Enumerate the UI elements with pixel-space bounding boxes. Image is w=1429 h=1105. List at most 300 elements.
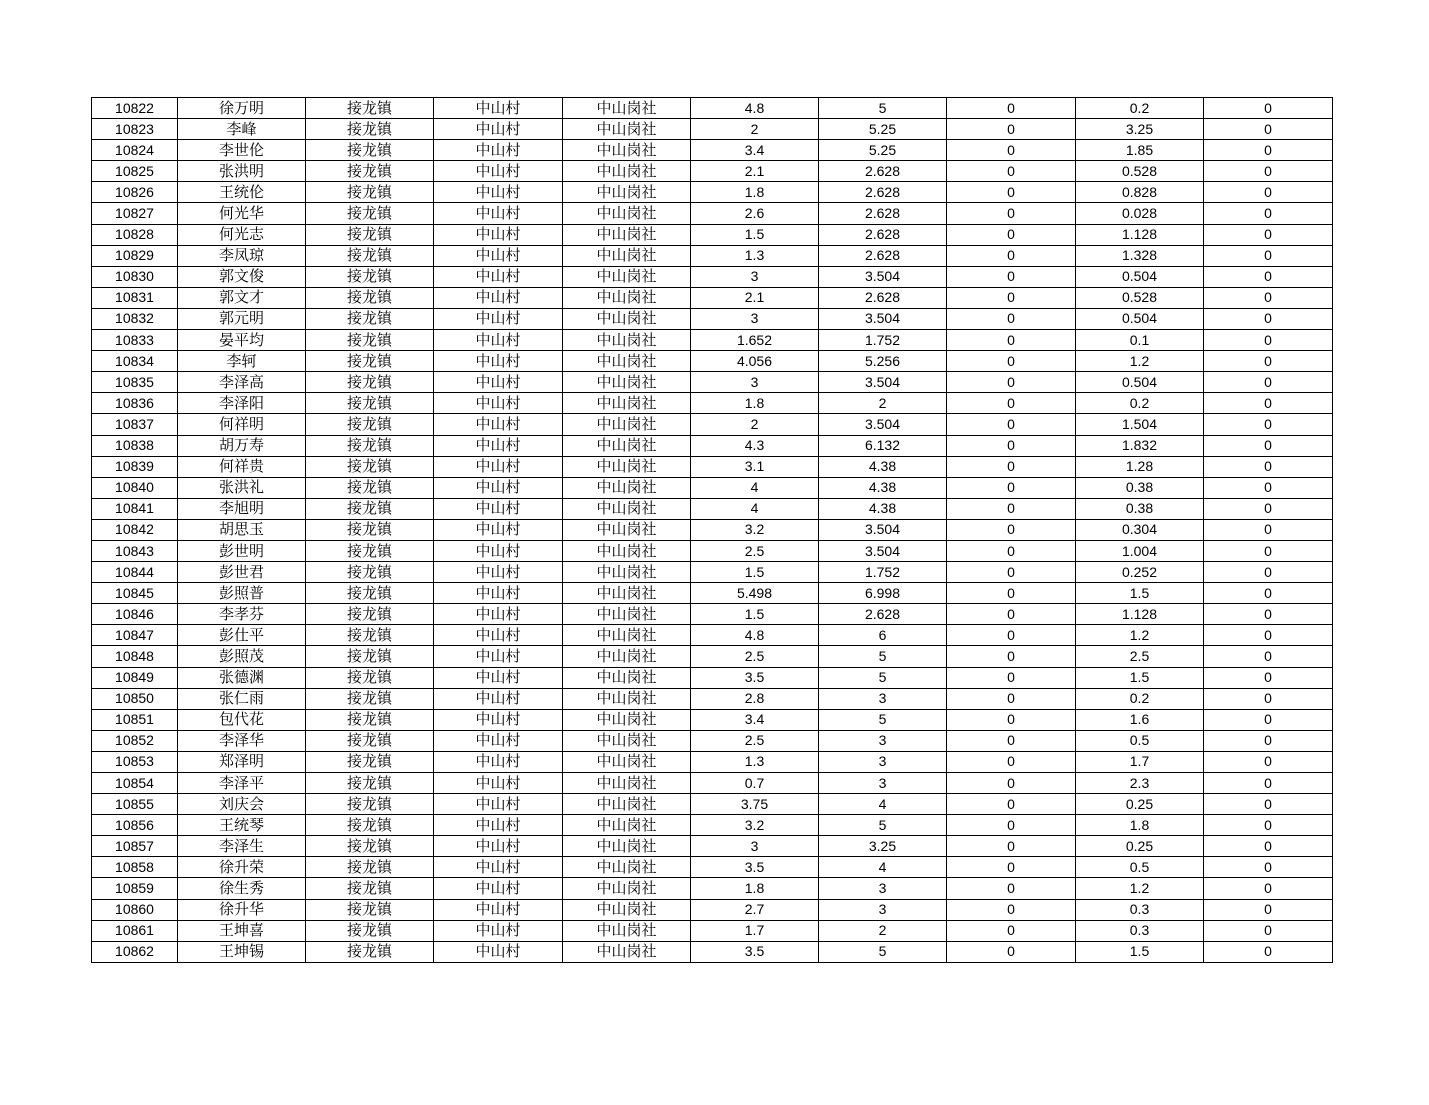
table-row — [92, 941, 1333, 962]
village-cell: 中山村 — [434, 140, 563, 161]
id-cell: 10823 — [92, 119, 178, 140]
table-row — [92, 667, 1333, 688]
id-cell: 10836 — [92, 393, 178, 414]
value-d-cell: 0.3 — [1076, 899, 1204, 920]
value-c-cell: 0 — [947, 245, 1076, 266]
value-c-cell: 0 — [947, 836, 1076, 857]
value-d-cell: 0.528 — [1076, 287, 1204, 308]
value-b-cell: 3.504 — [819, 372, 947, 393]
value-d-cell: 1.8 — [1076, 815, 1204, 836]
village-cell: 中山村 — [434, 920, 563, 941]
value-b-cell: 5 — [819, 941, 947, 962]
value-a-cell: 4.8 — [691, 98, 819, 119]
table-row — [92, 688, 1333, 709]
id-cell: 10829 — [92, 245, 178, 266]
id-cell: 10824 — [92, 140, 178, 161]
value-e-cell: 0 — [1204, 435, 1333, 456]
town-cell: 接龙镇 — [306, 393, 434, 414]
id-cell: 10837 — [92, 414, 178, 435]
value-a-cell: 2.8 — [691, 688, 819, 709]
value-a-cell: 3.1 — [691, 456, 819, 477]
value-e-cell: 0 — [1204, 119, 1333, 140]
group-cell: 中山岗社 — [563, 140, 691, 161]
value-b-cell: 4.38 — [819, 456, 947, 477]
value-d-cell: 0.2 — [1076, 688, 1204, 709]
value-c-cell: 0 — [947, 604, 1076, 625]
table-row — [92, 519, 1333, 540]
id-cell: 10853 — [92, 751, 178, 772]
group-cell: 中山岗社 — [563, 266, 691, 287]
id-cell: 10841 — [92, 498, 178, 519]
town-cell: 接龙镇 — [306, 815, 434, 836]
value-d-cell: 0.252 — [1076, 562, 1204, 583]
name-cell: 张洪明 — [178, 161, 306, 182]
value-a-cell: 3 — [691, 836, 819, 857]
name-cell: 张洪礼 — [178, 477, 306, 498]
name-cell: 何光志 — [178, 224, 306, 245]
value-b-cell: 5 — [819, 709, 947, 730]
group-cell: 中山岗社 — [563, 562, 691, 583]
value-a-cell: 4 — [691, 477, 819, 498]
table-row — [92, 351, 1333, 372]
value-b-cell: 2 — [819, 920, 947, 941]
table-row — [92, 140, 1333, 161]
town-cell: 接龙镇 — [306, 372, 434, 393]
name-cell: 晏平均 — [178, 330, 306, 351]
town-cell: 接龙镇 — [306, 308, 434, 329]
value-c-cell: 0 — [947, 203, 1076, 224]
value-d-cell: 0.1 — [1076, 330, 1204, 351]
table-row — [92, 477, 1333, 498]
name-cell: 李泽高 — [178, 372, 306, 393]
id-cell: 10860 — [92, 899, 178, 920]
name-cell: 何祥明 — [178, 414, 306, 435]
id-cell: 10856 — [92, 815, 178, 836]
table-row — [92, 604, 1333, 625]
name-cell: 徐万明 — [178, 98, 306, 119]
table-row — [92, 836, 1333, 857]
group-cell: 中山岗社 — [563, 98, 691, 119]
value-b-cell: 3 — [819, 878, 947, 899]
value-a-cell: 3.2 — [691, 815, 819, 836]
name-cell: 王统伦 — [178, 182, 306, 203]
value-a-cell: 5.498 — [691, 583, 819, 604]
village-cell: 中山村 — [434, 667, 563, 688]
id-cell: 10855 — [92, 794, 178, 815]
value-b-cell: 1.752 — [819, 562, 947, 583]
name-cell: 李旭明 — [178, 498, 306, 519]
town-cell: 接龙镇 — [306, 604, 434, 625]
value-d-cell: 0.2 — [1076, 393, 1204, 414]
group-cell: 中山岗社 — [563, 477, 691, 498]
table-row — [92, 224, 1333, 245]
id-cell: 10859 — [92, 878, 178, 899]
village-cell: 中山村 — [434, 435, 563, 456]
village-cell: 中山村 — [434, 98, 563, 119]
table-row — [92, 161, 1333, 182]
value-c-cell: 0 — [947, 119, 1076, 140]
town-cell: 接龙镇 — [306, 287, 434, 308]
table-row — [92, 815, 1333, 836]
value-e-cell: 0 — [1204, 857, 1333, 878]
value-d-cell: 1.004 — [1076, 540, 1204, 561]
table-row — [92, 182, 1333, 203]
town-cell: 接龙镇 — [306, 688, 434, 709]
value-d-cell: 1.128 — [1076, 224, 1204, 245]
value-a-cell: 2.5 — [691, 730, 819, 751]
group-cell: 中山岗社 — [563, 604, 691, 625]
group-cell: 中山岗社 — [563, 308, 691, 329]
value-b-cell: 4 — [819, 857, 947, 878]
id-cell: 10847 — [92, 625, 178, 646]
id-cell: 10840 — [92, 477, 178, 498]
value-e-cell: 0 — [1204, 730, 1333, 751]
group-cell: 中山岗社 — [563, 857, 691, 878]
name-cell: 彭仕平 — [178, 625, 306, 646]
value-d-cell: 0.38 — [1076, 477, 1204, 498]
value-a-cell: 1.8 — [691, 182, 819, 203]
town-cell: 接龙镇 — [306, 182, 434, 203]
village-cell: 中山村 — [434, 519, 563, 540]
value-d-cell: 0.504 — [1076, 372, 1204, 393]
value-b-cell: 6 — [819, 625, 947, 646]
name-cell: 何祥贵 — [178, 456, 306, 477]
value-b-cell: 3.504 — [819, 308, 947, 329]
name-cell: 李泽华 — [178, 730, 306, 751]
group-cell: 中山岗社 — [563, 393, 691, 414]
table-row — [92, 98, 1333, 119]
id-cell: 10843 — [92, 540, 178, 561]
value-c-cell: 0 — [947, 477, 1076, 498]
id-cell: 10831 — [92, 287, 178, 308]
value-e-cell: 0 — [1204, 815, 1333, 836]
value-d-cell: 1.85 — [1076, 140, 1204, 161]
value-c-cell: 0 — [947, 857, 1076, 878]
village-cell: 中山村 — [434, 119, 563, 140]
value-b-cell: 2.628 — [819, 224, 947, 245]
value-c-cell: 0 — [947, 435, 1076, 456]
town-cell: 接龙镇 — [306, 330, 434, 351]
group-cell: 中山岗社 — [563, 245, 691, 266]
town-cell: 接龙镇 — [306, 878, 434, 899]
name-cell: 郭元明 — [178, 308, 306, 329]
group-cell: 中山岗社 — [563, 435, 691, 456]
value-d-cell: 0.5 — [1076, 857, 1204, 878]
value-a-cell: 4.8 — [691, 625, 819, 646]
town-cell: 接龙镇 — [306, 161, 434, 182]
name-cell: 彭世君 — [178, 562, 306, 583]
village-cell: 中山村 — [434, 899, 563, 920]
id-cell: 10822 — [92, 98, 178, 119]
value-e-cell: 0 — [1204, 709, 1333, 730]
table-row — [92, 751, 1333, 772]
spreadsheet-page — [91, 97, 1332, 963]
id-cell: 10830 — [92, 266, 178, 287]
table-row — [92, 456, 1333, 477]
value-b-cell: 6.132 — [819, 435, 947, 456]
value-a-cell: 1.652 — [691, 330, 819, 351]
value-b-cell: 6.998 — [819, 583, 947, 604]
table-row — [92, 562, 1333, 583]
town-cell: 接龙镇 — [306, 119, 434, 140]
value-b-cell: 2.628 — [819, 182, 947, 203]
village-cell: 中山村 — [434, 477, 563, 498]
village-cell: 中山村 — [434, 709, 563, 730]
village-cell: 中山村 — [434, 941, 563, 962]
value-c-cell: 0 — [947, 878, 1076, 899]
value-b-cell: 5 — [819, 98, 947, 119]
town-cell: 接龙镇 — [306, 98, 434, 119]
value-b-cell: 5 — [819, 815, 947, 836]
value-b-cell: 2.628 — [819, 203, 947, 224]
group-cell: 中山岗社 — [563, 646, 691, 667]
value-c-cell: 0 — [947, 519, 1076, 540]
town-cell: 接龙镇 — [306, 709, 434, 730]
town-cell: 接龙镇 — [306, 583, 434, 604]
id-cell: 10833 — [92, 330, 178, 351]
value-c-cell: 0 — [947, 182, 1076, 203]
group-cell: 中山岗社 — [563, 709, 691, 730]
value-c-cell: 0 — [947, 625, 1076, 646]
table-row — [92, 266, 1333, 287]
value-e-cell: 0 — [1204, 751, 1333, 772]
id-cell: 10851 — [92, 709, 178, 730]
id-cell: 10825 — [92, 161, 178, 182]
town-cell: 接龙镇 — [306, 266, 434, 287]
group-cell: 中山岗社 — [563, 456, 691, 477]
value-c-cell: 0 — [947, 773, 1076, 794]
value-a-cell: 2 — [691, 414, 819, 435]
id-cell: 10832 — [92, 308, 178, 329]
group-cell: 中山岗社 — [563, 730, 691, 751]
value-b-cell: 3.504 — [819, 266, 947, 287]
value-b-cell: 2.628 — [819, 604, 947, 625]
id-cell: 10858 — [92, 857, 178, 878]
group-cell: 中山岗社 — [563, 182, 691, 203]
value-d-cell: 1.2 — [1076, 878, 1204, 899]
name-cell: 包代花 — [178, 709, 306, 730]
value-c-cell: 0 — [947, 646, 1076, 667]
value-e-cell: 0 — [1204, 98, 1333, 119]
value-a-cell: 1.3 — [691, 245, 819, 266]
id-cell: 10838 — [92, 435, 178, 456]
value-e-cell: 0 — [1204, 287, 1333, 308]
value-a-cell: 4.056 — [691, 351, 819, 372]
village-cell: 中山村 — [434, 625, 563, 646]
value-c-cell: 0 — [947, 583, 1076, 604]
value-e-cell: 0 — [1204, 266, 1333, 287]
name-cell: 张德渊 — [178, 667, 306, 688]
name-cell: 徐升华 — [178, 899, 306, 920]
group-cell: 中山岗社 — [563, 815, 691, 836]
value-d-cell: 0.528 — [1076, 161, 1204, 182]
name-cell: 徐生秀 — [178, 878, 306, 899]
value-a-cell: 3 — [691, 308, 819, 329]
village-cell: 中山村 — [434, 456, 563, 477]
value-c-cell: 0 — [947, 98, 1076, 119]
town-cell: 接龙镇 — [306, 836, 434, 857]
value-e-cell: 0 — [1204, 646, 1333, 667]
value-a-cell: 1.5 — [691, 224, 819, 245]
value-b-cell: 5.256 — [819, 351, 947, 372]
id-cell: 10828 — [92, 224, 178, 245]
group-cell: 中山岗社 — [563, 519, 691, 540]
group-cell: 中山岗社 — [563, 625, 691, 646]
data-table — [91, 97, 1333, 963]
table-row — [92, 435, 1333, 456]
value-c-cell: 0 — [947, 941, 1076, 962]
group-cell: 中山岗社 — [563, 836, 691, 857]
town-cell: 接龙镇 — [306, 751, 434, 772]
value-e-cell: 0 — [1204, 920, 1333, 941]
table-row — [92, 203, 1333, 224]
value-a-cell: 2.5 — [691, 646, 819, 667]
village-cell: 中山村 — [434, 815, 563, 836]
value-e-cell: 0 — [1204, 773, 1333, 794]
value-c-cell: 0 — [947, 751, 1076, 772]
value-c-cell: 0 — [947, 688, 1076, 709]
value-c-cell: 0 — [947, 393, 1076, 414]
value-d-cell: 0.25 — [1076, 836, 1204, 857]
name-cell: 胡万寿 — [178, 435, 306, 456]
village-cell: 中山村 — [434, 836, 563, 857]
name-cell: 王坤喜 — [178, 920, 306, 941]
value-e-cell: 0 — [1204, 794, 1333, 815]
table-row — [92, 878, 1333, 899]
table-row — [92, 372, 1333, 393]
value-a-cell: 3.4 — [691, 140, 819, 161]
value-c-cell: 0 — [947, 815, 1076, 836]
value-e-cell: 0 — [1204, 562, 1333, 583]
value-b-cell: 2.628 — [819, 287, 947, 308]
value-a-cell: 1.5 — [691, 604, 819, 625]
value-d-cell: 1.128 — [1076, 604, 1204, 625]
value-e-cell: 0 — [1204, 245, 1333, 266]
value-a-cell: 1.8 — [691, 393, 819, 414]
town-cell: 接龙镇 — [306, 519, 434, 540]
value-c-cell: 0 — [947, 287, 1076, 308]
village-cell: 中山村 — [434, 182, 563, 203]
id-cell: 10842 — [92, 519, 178, 540]
name-cell: 李泽生 — [178, 836, 306, 857]
value-c-cell: 0 — [947, 224, 1076, 245]
value-c-cell: 0 — [947, 899, 1076, 920]
group-cell: 中山岗社 — [563, 920, 691, 941]
name-cell: 刘庆会 — [178, 794, 306, 815]
table-row — [92, 414, 1333, 435]
group-cell: 中山岗社 — [563, 540, 691, 561]
id-cell: 10835 — [92, 372, 178, 393]
value-e-cell: 0 — [1204, 836, 1333, 857]
name-cell: 李泽平 — [178, 773, 306, 794]
value-d-cell: 1.6 — [1076, 709, 1204, 730]
value-b-cell: 2.628 — [819, 161, 947, 182]
value-d-cell: 0.2 — [1076, 98, 1204, 119]
name-cell: 李轲 — [178, 351, 306, 372]
value-b-cell: 3.504 — [819, 540, 947, 561]
name-cell: 李峰 — [178, 119, 306, 140]
value-a-cell: 4.3 — [691, 435, 819, 456]
value-e-cell: 0 — [1204, 372, 1333, 393]
group-cell: 中山岗社 — [563, 688, 691, 709]
village-cell: 中山村 — [434, 266, 563, 287]
value-d-cell: 1.504 — [1076, 414, 1204, 435]
value-a-cell: 2.5 — [691, 540, 819, 561]
value-b-cell: 3.25 — [819, 836, 947, 857]
group-cell: 中山岗社 — [563, 773, 691, 794]
value-d-cell: 1.7 — [1076, 751, 1204, 772]
table-row — [92, 730, 1333, 751]
table-body — [92, 98, 1333, 963]
value-a-cell: 3.5 — [691, 941, 819, 962]
table-row — [92, 920, 1333, 941]
village-cell: 中山村 — [434, 498, 563, 519]
id-cell: 10848 — [92, 646, 178, 667]
group-cell: 中山岗社 — [563, 498, 691, 519]
value-c-cell: 0 — [947, 794, 1076, 815]
value-c-cell: 0 — [947, 266, 1076, 287]
group-cell: 中山岗社 — [563, 941, 691, 962]
id-cell: 10845 — [92, 583, 178, 604]
value-e-cell: 0 — [1204, 414, 1333, 435]
table-row — [92, 794, 1333, 815]
value-c-cell: 0 — [947, 540, 1076, 561]
group-cell: 中山岗社 — [563, 583, 691, 604]
value-a-cell: 4 — [691, 498, 819, 519]
group-cell: 中山岗社 — [563, 224, 691, 245]
value-d-cell: 0.028 — [1076, 203, 1204, 224]
name-cell: 郑泽明 — [178, 751, 306, 772]
value-e-cell: 0 — [1204, 182, 1333, 203]
town-cell: 接龙镇 — [306, 730, 434, 751]
value-d-cell: 1.2 — [1076, 351, 1204, 372]
table-row — [92, 308, 1333, 329]
id-cell: 10857 — [92, 836, 178, 857]
village-cell: 中山村 — [434, 583, 563, 604]
value-e-cell: 0 — [1204, 330, 1333, 351]
value-d-cell: 0.25 — [1076, 794, 1204, 815]
value-a-cell: 1.7 — [691, 920, 819, 941]
group-cell: 中山岗社 — [563, 330, 691, 351]
value-e-cell: 0 — [1204, 899, 1333, 920]
town-cell: 接龙镇 — [306, 224, 434, 245]
value-e-cell: 0 — [1204, 540, 1333, 561]
town-cell: 接龙镇 — [306, 435, 434, 456]
town-cell: 接龙镇 — [306, 498, 434, 519]
table-row — [92, 287, 1333, 308]
group-cell: 中山岗社 — [563, 751, 691, 772]
town-cell: 接龙镇 — [306, 414, 434, 435]
id-cell: 10844 — [92, 562, 178, 583]
value-b-cell: 4 — [819, 794, 947, 815]
value-c-cell: 0 — [947, 456, 1076, 477]
value-d-cell: 1.5 — [1076, 941, 1204, 962]
value-e-cell: 0 — [1204, 203, 1333, 224]
group-cell: 中山岗社 — [563, 119, 691, 140]
village-cell: 中山村 — [434, 730, 563, 751]
group-cell: 中山岗社 — [563, 287, 691, 308]
value-e-cell: 0 — [1204, 625, 1333, 646]
group-cell: 中山岗社 — [563, 899, 691, 920]
value-d-cell: 1.5 — [1076, 583, 1204, 604]
village-cell: 中山村 — [434, 203, 563, 224]
value-d-cell: 1.2 — [1076, 625, 1204, 646]
village-cell: 中山村 — [434, 562, 563, 583]
name-cell: 何光华 — [178, 203, 306, 224]
village-cell: 中山村 — [434, 161, 563, 182]
value-e-cell: 0 — [1204, 583, 1333, 604]
name-cell: 胡思玉 — [178, 519, 306, 540]
